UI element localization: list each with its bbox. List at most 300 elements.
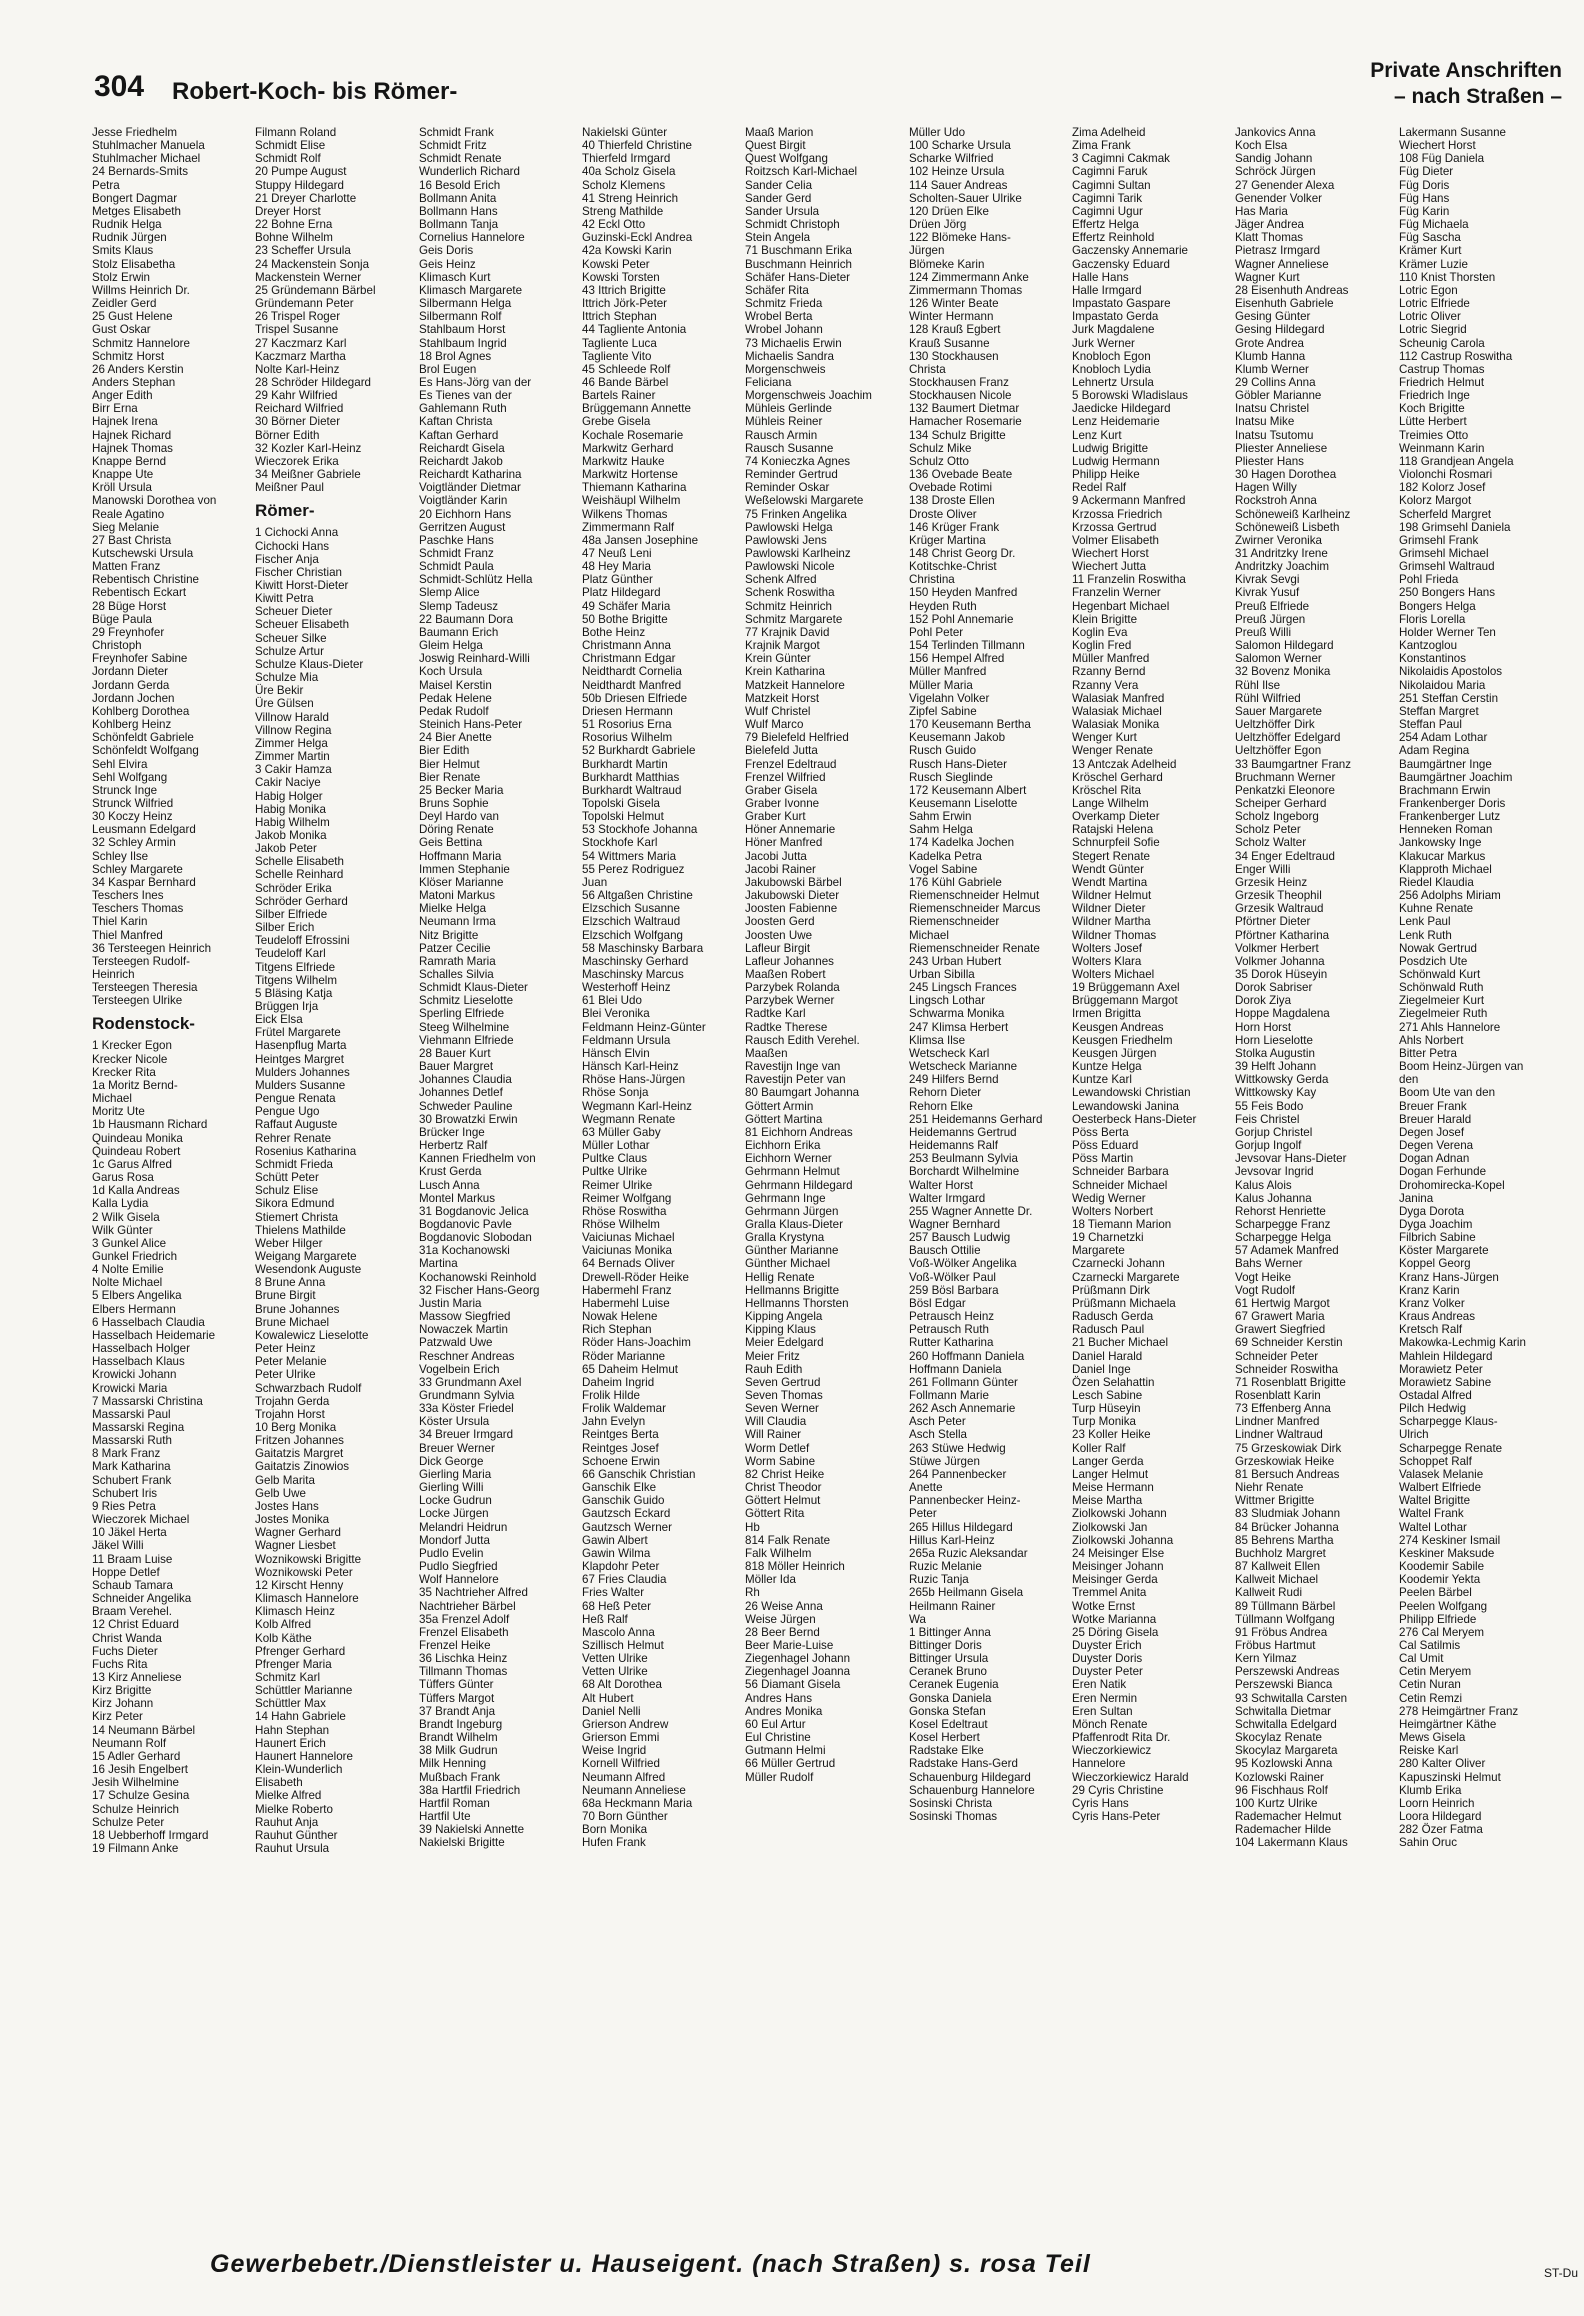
directory-entry: Zwirner Veronika — [1235, 533, 1322, 547]
directory-entry: 132 Baumert Dietmar — [909, 402, 1020, 416]
directory-entry: Eichhorn Werner — [745, 1152, 832, 1166]
directory-entry: Fröbus Hartmut — [1235, 1638, 1316, 1652]
directory-entry: 93 Schwitalla Carsten — [1235, 1691, 1348, 1705]
directory-entry: Lindner Waltraud — [1235, 1428, 1323, 1442]
directory-entry: Ganschik Guido — [582, 1494, 665, 1508]
directory-entry: Pawlowski Karlheinz — [745, 547, 851, 560]
directory-entry: Filmann Roland — [255, 126, 337, 139]
directory-entry: Bogdanovic Slobodan — [419, 1231, 532, 1245]
directory-entry: Jaedicke Hildegard — [1072, 402, 1171, 416]
directory-entry: 75 Frinken Angelika — [745, 507, 847, 521]
directory-entry: Nachtrieher Bärbel — [419, 1599, 516, 1613]
directory-entry: Krauß Susanne — [909, 336, 990, 350]
directory-entry: Stuppy Hildegard — [255, 178, 344, 192]
directory-entry: Brandt Ingeburg — [419, 1717, 503, 1731]
directory-entry: Lotric Egon — [1399, 283, 1458, 297]
directory-entry: Kranz Karin — [1399, 1283, 1460, 1297]
directory-entry: Hb — [745, 1520, 760, 1534]
directory-entry: Schmidt Elise — [255, 139, 326, 153]
directory-entry: 55 Perez Rodriguez — [582, 862, 685, 876]
directory-entry: Schenk Alfred — [745, 573, 817, 587]
directory-entry: Parzybek Werner — [745, 994, 835, 1008]
directory-entry: 1a Moritz Bernd- — [92, 1078, 178, 1092]
street-heading: Rodenstock- — [92, 1014, 195, 1034]
directory-entry: Stegert Renate — [1072, 849, 1150, 863]
directory-entry: 34 Meißner Gabriele — [255, 468, 361, 482]
directory-entry: Teschers Ines — [92, 889, 164, 903]
directory-column-9 — [1399, 126, 1562, 2231]
directory-entry: Koch Elsa — [1235, 139, 1288, 153]
directory-entry: Platz Hildegard — [582, 586, 661, 600]
directory-entry: Pöss Berta — [1072, 1125, 1129, 1139]
directory-entry: Asch Stella — [909, 1428, 967, 1442]
directory-entry: Cetin Nuran — [1399, 1678, 1461, 1692]
directory-entry: Milk Henning — [419, 1757, 487, 1771]
directory-entry: Sosinski Thomas — [909, 1810, 998, 1823]
directory-entry: Hellmanns Brigitte — [745, 1283, 840, 1297]
directory-entry: 5 Borowski Wladislaus — [1072, 389, 1188, 403]
directory-entry: 69 Schneider Kerstin — [1235, 1336, 1343, 1350]
directory-entry: Krust Gerda — [419, 1165, 482, 1179]
directory-entry: Joosten Gerd — [745, 915, 815, 929]
directory-entry: Ratajski Helena — [1072, 823, 1154, 837]
directory-entry: Rauhut Ursula — [255, 1842, 330, 1855]
directory-entry: 32 Kozler Karl-Heinz — [255, 441, 362, 455]
directory-entry: Müller Manfred — [909, 665, 987, 679]
directory-entry: Rhöse Sonja — [582, 1086, 649, 1100]
directory-entry: Posdzich Ute — [1399, 954, 1468, 968]
directory-entry: 250 Bongers Hans — [1399, 586, 1496, 600]
directory-entry: Kröschel Rita — [1072, 783, 1141, 797]
directory-entry: Hellig Renate — [745, 1270, 815, 1284]
directory-entry: 89 Tüllmann Bärbel — [1235, 1599, 1336, 1613]
directory-entry: Christa — [909, 362, 946, 376]
directory-entry: Radtke Karl — [745, 1007, 806, 1021]
directory-entry: Schönfeldt Wolfgang — [92, 744, 199, 758]
directory-entry: 85 Behrens Martha — [1235, 1533, 1334, 1547]
directory-entry: Meißner Paul — [255, 481, 324, 495]
directory-entry: Wiechert Jutta — [1072, 560, 1147, 574]
directory-entry: Graber Gisela — [745, 783, 818, 797]
directory-entry: Heyden Ruth — [909, 599, 977, 613]
street-heading: Römer- — [255, 501, 315, 521]
directory-entry: Gehrmann Hildegard — [745, 1178, 853, 1192]
directory-entry: Heidemanns Gertrud — [909, 1125, 1017, 1139]
directory-entry: Burkhardt Martin — [582, 757, 668, 771]
directory-entry: Günther Michael — [745, 1257, 831, 1271]
directory-entry: 265a Ruzic Aleksandar — [909, 1546, 1028, 1560]
directory-entry: Radusch Paul — [1072, 1323, 1145, 1337]
directory-entry: 28 Bauer Kurt — [419, 1046, 491, 1060]
directory-entry: 100 Scharke Ursula — [909, 139, 1011, 153]
directory-entry: Meisinger Gerda — [1072, 1573, 1158, 1587]
directory-entry: Eichhorn Erika — [745, 1139, 821, 1153]
directory-entry: Nolte Karl-Heinz — [255, 362, 340, 376]
directory-entry: Wieczorek Erika — [255, 454, 339, 468]
directory-entry: Schulz Mike — [909, 441, 972, 455]
directory-entry: 5 Bläsing Katja — [255, 986, 333, 1000]
directory-entry: Jäger Andrea — [1235, 218, 1304, 232]
directory-column-3 — [419, 126, 582, 2231]
directory-entry: 10 Jäkel Herta — [92, 1526, 167, 1540]
directory-entry: Gaczensky Annemarie — [1072, 244, 1188, 258]
directory-entry: Sandig Johann — [1235, 152, 1313, 166]
directory-entry: 30 Börner Dieter — [255, 415, 341, 429]
directory-entry: 134 Schulz Brigitte — [909, 428, 1006, 442]
directory-entry: Eul Christine — [745, 1731, 811, 1745]
directory-entry: Treimies Otto — [1399, 428, 1469, 442]
directory-entry: Nowaczek Martin — [419, 1323, 508, 1337]
directory-entry: Krein Katharina — [745, 665, 825, 679]
directory-entry: Gautzsch Werner — [582, 1520, 672, 1534]
directory-entry: Kowalewicz Lieselotte — [255, 1328, 369, 1342]
directory-entry: Lange Wilhelm — [1072, 796, 1149, 810]
directory-entry: 814 Falk Renate — [745, 1533, 831, 1547]
directory-entry: Massarski Ruth — [92, 1434, 172, 1448]
directory-entry: Halle Hans — [1072, 270, 1129, 284]
directory-entry: 130 Stockhausen — [909, 349, 999, 363]
directory-entry: Riemenschneider Renate — [909, 941, 1040, 955]
directory-entry: Bogdanovic Pavle — [419, 1217, 512, 1231]
directory-entry: Braam Verehel. — [92, 1605, 172, 1619]
directory-entry: Göttert Helmut — [745, 1494, 821, 1508]
directory-entry: Pawlowski Jens — [745, 533, 827, 547]
directory-entry: Vetten Ulrike — [582, 1665, 648, 1679]
directory-entry: 100 Kurtz Ulrike — [1235, 1796, 1318, 1810]
directory-entry: Breuer Harald — [1399, 1112, 1472, 1126]
directory-entry: Lakermann Susanne — [1399, 126, 1506, 139]
directory-entry: Christ Wanda — [92, 1631, 162, 1645]
directory-entry: Blei Veronika — [582, 1007, 650, 1021]
directory-entry: Michaelis Sandra — [745, 349, 834, 363]
directory-entry: Keusgen Friedhelm — [1072, 1033, 1173, 1047]
directory-entry: Mönch Renate — [1072, 1717, 1148, 1731]
directory-entry: 36 Tersteegen Heinrich — [92, 941, 212, 955]
directory-entry: Vogt Heike — [1235, 1270, 1292, 1284]
directory-entry: 25 Gust Helene — [92, 310, 173, 324]
directory-entry: Wedig Werner — [1072, 1191, 1146, 1205]
directory-entry: Gust Oskar — [92, 323, 151, 337]
directory-entry: 16 Besold Erich — [419, 178, 501, 192]
directory-entry: Sahm Helga — [909, 823, 973, 837]
directory-entry: 138 Droste Ellen — [909, 494, 995, 508]
directory-entry: Müller Manfred — [1072, 652, 1150, 666]
directory-entry: Hillus Karl-Heinz — [909, 1533, 995, 1547]
directory-entry: Büge Paula — [92, 612, 152, 626]
directory-entry: Scholz Peter — [1235, 823, 1301, 837]
directory-entry: Schönfeldt Gabriele — [92, 731, 194, 745]
directory-entry: Kalus Johanna — [1235, 1191, 1312, 1205]
directory-entry: Rauh Edith — [745, 1362, 803, 1376]
directory-entry: Garus Rosa — [92, 1171, 154, 1185]
directory-entry: Kranz Hans-Jürgen — [1399, 1270, 1499, 1284]
directory-entry: Rausch Edith Verehel. — [745, 1033, 860, 1047]
directory-entry: Schäfer Hans-Dieter — [745, 270, 851, 284]
directory-entry: Degen Verena — [1399, 1139, 1474, 1153]
directory-entry: Jurk Magdalene — [1072, 323, 1155, 337]
directory-entry: Schmidt Frieda — [255, 1157, 333, 1171]
directory-entry: Kutschewski Ursula — [92, 547, 194, 560]
directory-entry: Justin Maria — [419, 1296, 482, 1310]
directory-entry: Hasselbach Klaus — [92, 1355, 185, 1369]
directory-entry: Niehr Renate — [1235, 1481, 1304, 1495]
directory-entry: Rehorn Elke — [909, 1099, 973, 1113]
directory-entry: Kuntze Helga — [1072, 1060, 1142, 1074]
directory-entry: Klakucar Markus — [1399, 849, 1486, 863]
directory-entry: Winter Hermann — [909, 310, 994, 324]
directory-entry: 56 Altgaßen Christine — [582, 889, 693, 903]
directory-entry: Stolka Augustin — [1235, 1046, 1315, 1060]
directory-entry: Reichardt Jakob — [419, 454, 503, 468]
directory-entry: Schnurpfeil Sofie — [1072, 836, 1160, 850]
directory-entry: Jahn Evelyn — [582, 1415, 646, 1429]
directory-entry: 26 Anders Kerstin — [92, 362, 184, 376]
directory-entry: Will Claudia — [745, 1415, 807, 1429]
directory-entry: 48 Hey Maria — [582, 560, 651, 574]
directory-entry: Schubert Frank — [92, 1473, 172, 1487]
directory-entry: Voigtländer Dietmar — [419, 481, 521, 495]
directory-entry: Cal Umit — [1399, 1652, 1444, 1666]
directory-entry: Voß-Wölker Paul — [909, 1270, 996, 1284]
directory-entry: Andritzky Joachim — [1235, 560, 1330, 574]
directory-entry: Waltel Brigitte — [1399, 1494, 1471, 1508]
directory-entry: 112 Castrup Roswitha — [1399, 349, 1513, 363]
directory-entry: Schmidt Christoph — [745, 218, 840, 232]
directory-entry: Riemenschneider Marcus — [909, 902, 1041, 916]
directory-entry: Christoph — [92, 639, 142, 653]
directory-entry: Wildner Martha — [1072, 915, 1151, 929]
directory-entry: Scheuer Silke — [255, 631, 327, 645]
directory-entry: Schneider Michael — [1072, 1178, 1168, 1192]
directory-entry: Kohlberg Heinz — [92, 718, 172, 732]
directory-entry: 77 Krajnik David — [745, 625, 830, 639]
directory-entry: Brüggemann Annette — [582, 402, 691, 416]
directory-entry: 25 Becker Maria — [419, 783, 504, 797]
directory-entry: Fischer Anja — [255, 552, 319, 566]
directory-entry: Langer Gerda — [1072, 1454, 1144, 1468]
directory-entry: Habermehl Franz — [582, 1283, 672, 1297]
directory-entry: Schweder Pauline — [419, 1099, 513, 1113]
directory-entry: Özen Selahattin — [1072, 1375, 1155, 1389]
directory-entry: 24 Mackenstein Sonja — [255, 257, 370, 271]
footer-code: ST-Du — [1543, 2266, 1578, 2280]
directory-entry: Müller Udo — [909, 126, 966, 139]
directory-entry: Born Monika — [582, 1823, 648, 1837]
directory-entry: Hagen Willy — [1235, 481, 1297, 495]
directory-entry: Gralla Klaus-Dieter — [745, 1217, 843, 1231]
directory-entry: 30 Koczy Heinz — [92, 810, 173, 824]
directory-entry: Pultke Ulrike — [582, 1165, 648, 1179]
directory-entry: Göbler Marianne — [1235, 389, 1322, 403]
directory-entry: Gleim Helga — [419, 639, 483, 653]
directory-entry: Mascolo Anna — [582, 1625, 655, 1639]
directory-entry: Walasiak Monika — [1072, 718, 1160, 732]
directory-entry: 34 Breuer Irmgard — [419, 1428, 514, 1442]
directory-entry: Kallweit Rudi — [1235, 1586, 1303, 1600]
directory-entry: Schmidt Klaus-Dieter — [419, 981, 528, 995]
directory-entry: Köster Ursula — [419, 1415, 490, 1429]
directory-entry: Zimmermann Ralf — [582, 520, 675, 534]
directory-entry: Stahlbaum Horst — [419, 323, 506, 337]
directory-entry: Philipp Elfriede — [1399, 1612, 1477, 1626]
directory-entry: Ueltzhöffer Egon — [1235, 744, 1322, 758]
directory-entry: Gonska Daniela — [909, 1691, 992, 1705]
directory-entry: 278 Heimgärtner Franz — [1399, 1704, 1519, 1718]
directory-entry: 35a Frenzel Adolf — [419, 1612, 510, 1626]
directory-entry: Schenk Roswitha — [745, 586, 835, 600]
directory-entry: 32 Bovenz Monika — [1235, 665, 1331, 679]
directory-entry: Markwitz Hauke — [582, 454, 665, 468]
directory-entry: 40a Scholz Gisela — [582, 165, 676, 179]
directory-column-1 — [92, 126, 255, 2231]
directory-entry: Klumb Hanna — [1235, 349, 1306, 363]
directory-entry: 114 Sauer Andreas — [909, 178, 1008, 192]
directory-entry: Scholten-Sauer Ulrike — [909, 191, 1022, 205]
directory-entry: Dogan Adnan — [1399, 1152, 1470, 1166]
directory-entry: Steeg Wilhelmine — [419, 1020, 510, 1034]
directory-entry: Sehl Elvira — [92, 757, 148, 771]
directory-entry: Schmitz Karl — [255, 1670, 321, 1684]
directory-entry: 247 Klimsa Herbert — [909, 1020, 1009, 1034]
directory-entry: Vaiciunas Monika — [582, 1244, 673, 1258]
directory-entry: Fuchs Dieter — [92, 1644, 158, 1658]
directory-entry: Eren Nermin — [1072, 1691, 1138, 1705]
directory-entry: Leusmann Edelgard — [92, 823, 196, 837]
directory-entry: Sander Celia — [745, 178, 813, 192]
directory-entry: Kaftan Gerhard — [419, 428, 499, 442]
directory-entry: Patzer Cecilie — [419, 941, 491, 955]
directory-entry: Mühleis Reiner — [745, 415, 823, 429]
directory-entry: Bothe Heinz — [582, 625, 646, 639]
directory-entry: 19 Filmann Anke — [92, 1842, 179, 1855]
directory-entry: Riemenschneider Helmut — [909, 889, 1040, 903]
directory-entry: Frankenberger Doris — [1399, 796, 1506, 810]
directory-entry: Maaßen Robert — [745, 968, 826, 981]
directory-entry: Hahn Stephan — [255, 1723, 330, 1737]
directory-entry: Meise Hermann — [1072, 1481, 1154, 1495]
directory-entry: Scheiper Gerhard — [1235, 796, 1327, 810]
directory-entry: Hajnek Richard — [92, 428, 172, 442]
directory-entry: Silbermann Rolf — [419, 310, 502, 324]
section-title: Robert-Koch- bis Römer- — [172, 78, 458, 105]
directory-entry: Locke Gudrun — [419, 1494, 492, 1508]
directory-entry: Ovebade Rotimi — [909, 481, 993, 495]
directory-entry: 66 Ganschik Christian — [582, 1467, 696, 1481]
directory-entry: Weber Hilger — [255, 1236, 323, 1250]
directory-entry: Wiechert Horst — [1399, 139, 1476, 153]
directory-entry: Keusemann Liselotte — [909, 796, 1018, 810]
directory-entry: Sieg Melanie — [92, 520, 160, 534]
directory-entry: Knobloch Egon — [1072, 349, 1151, 363]
directory-entry: Vaiciunas Michael — [582, 1231, 675, 1245]
directory-entry: Dorok Ziya — [1235, 994, 1292, 1008]
directory-entry: Bielefeld Jutta — [745, 744, 818, 758]
directory-entry: 20 Pumpe August — [255, 165, 347, 179]
directory-entry: 265 Hillus Hildegard — [909, 1520, 1013, 1534]
directory-entry: Wolters Josef — [1072, 941, 1143, 955]
directory-entry: Titgens Wilhelm — [255, 973, 338, 987]
directory-entry: Kiwitt Horst-Dieter — [255, 579, 349, 592]
directory-entry: Stuhlmacher Michael — [92, 152, 201, 166]
directory-entry: Frolik Hilde — [582, 1389, 640, 1402]
directory-entry: Breuer Frank — [1399, 1099, 1467, 1113]
directory-entry: Jäkel Willi — [92, 1539, 144, 1553]
directory-entry: Jordann Gerda — [92, 678, 170, 692]
directory-entry: 1d Kalla Andreas — [92, 1184, 180, 1198]
directory-entry: Andres Monika — [745, 1704, 823, 1718]
directory-entry: Habig Holger — [255, 789, 323, 803]
directory-entry: Woznikowski Brigitte — [255, 1552, 362, 1566]
directory-entry: Borchardt Wilhelmine — [909, 1165, 1020, 1179]
directory-entry: 1 Cichocki Anna — [255, 526, 339, 540]
directory-entry: 261 Follmann Günter — [909, 1375, 1018, 1389]
directory-entry: Kosel Herbert — [909, 1731, 980, 1745]
directory-entry: 91 Fröbus Andrea — [1235, 1625, 1328, 1639]
directory-entry: Pohl Frieda — [1399, 573, 1459, 587]
directory-entry: 3 Cagimni Cakmak — [1072, 152, 1170, 166]
directory-entry: 249 Hilfers Bernd — [909, 1073, 999, 1087]
directory-entry: Weßelowski Margarete — [745, 494, 864, 508]
directory-entry: Melandri Heidrun — [419, 1520, 508, 1534]
directory-entry: Rhöse Wilhelm — [582, 1217, 660, 1231]
directory-entry: 26 Trispel Roger — [255, 310, 341, 324]
directory-entry: Scharke Wilfried — [909, 152, 994, 166]
directory-entry: Kranz Volker — [1399, 1296, 1465, 1310]
directory-entry: Brune Birgit — [255, 1289, 316, 1303]
directory-entry: Schley Margarete — [92, 862, 183, 876]
directory-entry: Schröck Jürgen — [1235, 165, 1316, 179]
directory-entry: Massow Siegfried — [419, 1310, 511, 1324]
directory-entry: 8 Brune Anna — [255, 1276, 326, 1290]
directory-entry: Wenger Kurt — [1072, 731, 1137, 745]
directory-entry: Weise Ingrid — [582, 1744, 647, 1758]
directory-entry: Döring Renate — [419, 823, 494, 837]
directory-entry: Joosten Uwe — [745, 928, 813, 942]
directory-entry: Teschers Thomas — [92, 902, 184, 916]
directory-entry: 67 Grawert Maria — [1235, 1310, 1325, 1324]
directory-entry: Lütte Herbert — [1399, 415, 1467, 429]
directory-entry: Rehrer Renate — [255, 1131, 332, 1145]
directory-entry: Thierfeld Irmgard — [582, 152, 671, 166]
directory-entry: Nakielski Brigitte — [419, 1836, 505, 1850]
directory-entry: Rudnik Jürgen — [92, 231, 167, 245]
directory-entry: 67 Fries Claudia — [582, 1573, 667, 1587]
directory-entry: Bauer Margret — [419, 1060, 494, 1074]
directory-entry: Gutmann Helmi — [745, 1744, 826, 1758]
directory-entry: Impastato Gaspare — [1072, 297, 1171, 311]
directory-entry: Schmitz Horst — [92, 349, 165, 363]
directory-entry: Weishäupl Wilhelm — [582, 494, 681, 508]
directory-entry: 34 Enger Edeltraud — [1235, 849, 1335, 863]
directory-entry: Waltel Frank — [1399, 1507, 1464, 1521]
directory-entry: Tersteegen Theresia — [92, 981, 198, 995]
directory-entry: Schmidt-Schlütz Hella — [419, 573, 533, 587]
directory-entry: Jacobi Jutta — [745, 849, 807, 863]
directory-entry: Koglin Eva — [1072, 625, 1128, 639]
directory-entry: 60 Eul Artur — [745, 1717, 806, 1731]
directory-entry: 27 Bast Christa — [92, 533, 172, 547]
directory-entry: 64 Bernads Oliver — [582, 1257, 675, 1271]
directory-entry: Sander Ursula — [745, 204, 820, 218]
directory-entry: Kornell Wilfried — [582, 1757, 660, 1771]
directory-entry: Kuhne Renate — [1399, 902, 1474, 916]
directory-entry: Elzschich Susanne — [582, 902, 680, 916]
directory-entry: Viehmann Elfriede — [419, 1033, 514, 1047]
directory-entry: 263 Stüwe Hedwig — [909, 1441, 1006, 1455]
directory-entry: 87 Kallweit Ellen — [1235, 1560, 1321, 1574]
directory-entry: Seven Thomas — [745, 1389, 823, 1402]
directory-entry: Klein-Wunderlich — [255, 1763, 343, 1777]
